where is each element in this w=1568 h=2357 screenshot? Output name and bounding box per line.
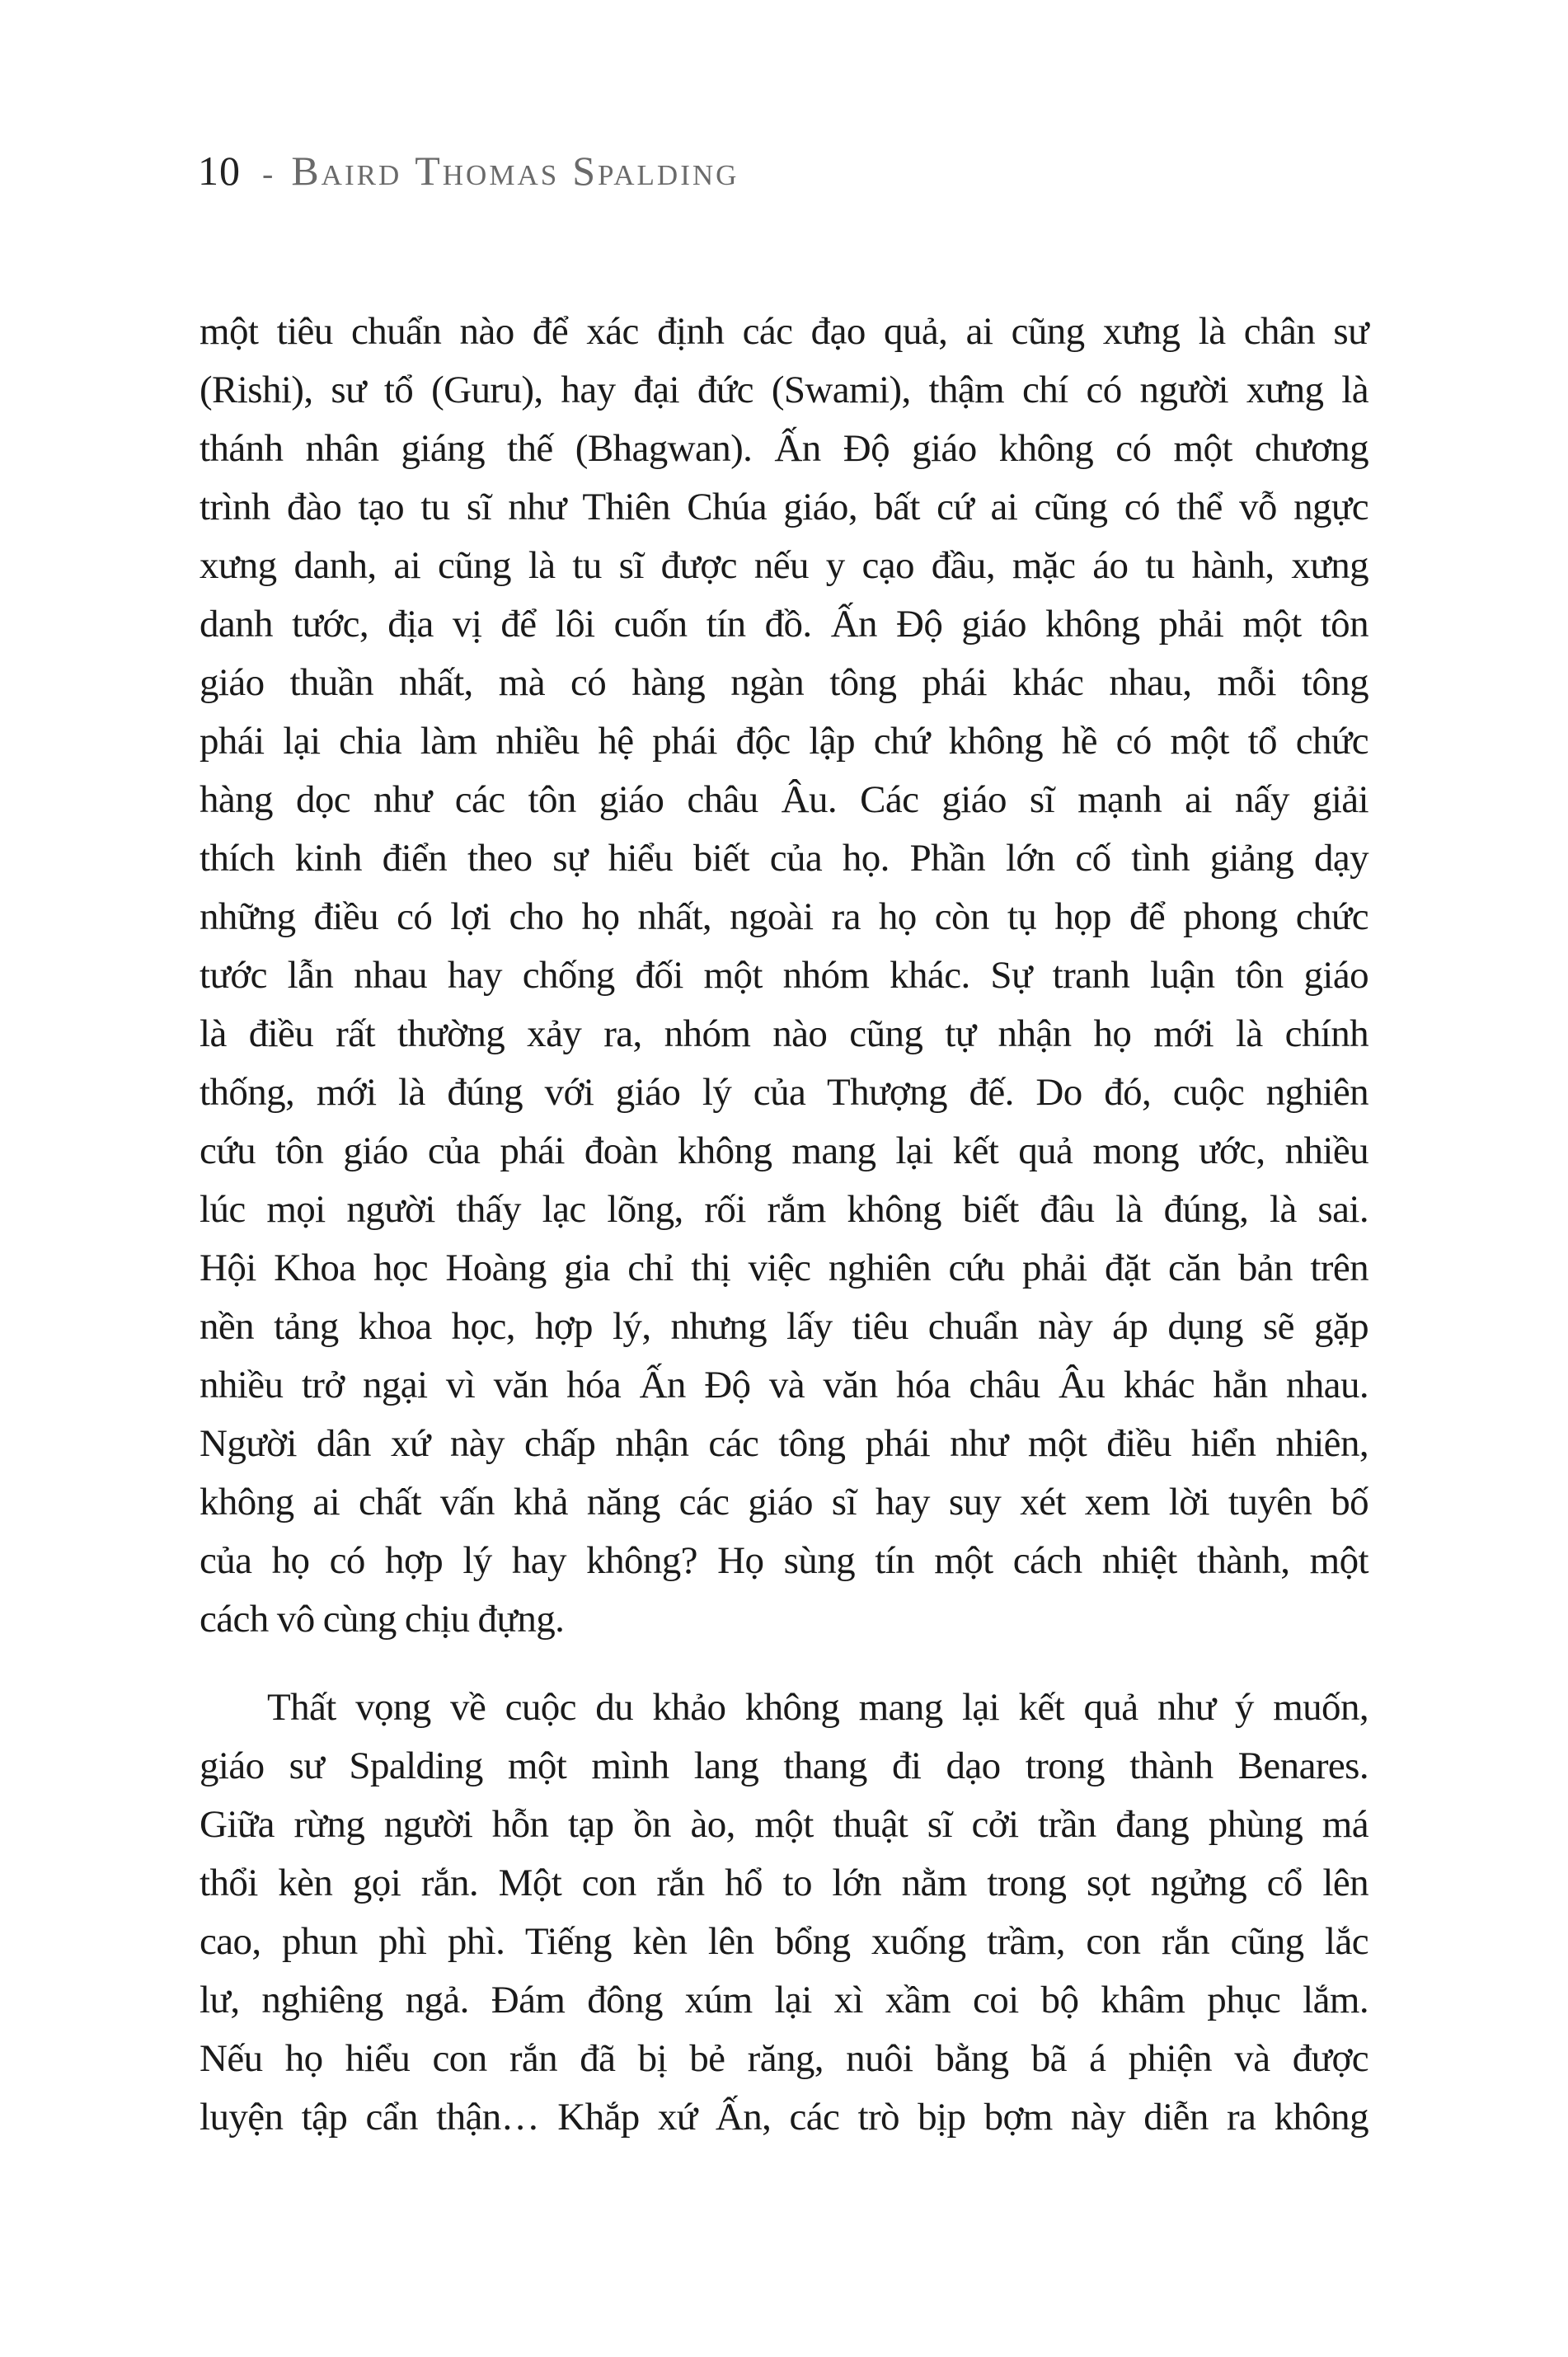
text-line: danh tước, địa vị để lôi cuốn tín đồ. Ấn Độ giáo không phải một tôn (200, 603, 1368, 646)
text-line: giáo thuần nhất, mà có hàng ngàn tông phái khác nhau, mỗi tông (200, 661, 1368, 704)
text-line: là điều rất thường xảy ra, nhóm nào cũng tự nhận họ mới là chính (200, 1012, 1368, 1055)
author-middle-name: Thomas (415, 148, 560, 194)
text-line: Người dân xứ này chấp nhận các tông phái như một điều hiển nhiên, (200, 1422, 1368, 1465)
text-line: những điều có lợi cho họ nhất, ngoài ra họ còn tụ họp để phong chức (200, 895, 1368, 938)
text-line: thích kinh điển theo sự hiểu biết của họ. Phần lớn cố tình giảng dạy (200, 837, 1368, 880)
text-line: cách vô cùng chịu đựng. (200, 1598, 565, 1641)
text-line: một tiêu chuẩn nào để xác định các đạo quả, ai cũng xưng là chân sư (200, 310, 1368, 353)
running-header (198, 147, 752, 196)
text-line: cứu tôn giáo của phái đoàn không mang lại kết quả mong ước, nhiều (200, 1129, 1368, 1172)
text-line: luyện tập cẩn thận… Khắp xứ Ấn, các trò bịp bợm này diễn ra không (200, 2096, 1368, 2139)
author-last-name: Spalding (572, 148, 739, 194)
text-line: nền tảng khoa học, hợp lý, nhưng lấy tiêu chuẩn này áp dụng sẽ gặp (200, 1305, 1368, 1348)
text-line: thổi kèn gọi rắn. Một con rắn hổ to lớn nằm trong sọt ngửng cổ lên (200, 1862, 1368, 1904)
text-line: (Rishi), sư tổ (Guru), hay đại đức (Swami), thậm chí có người xưng là (200, 369, 1368, 411)
author-running-head (291, 147, 752, 195)
text-line: trình đào tạo tu sĩ như Thiên Chúa giáo, bất cứ ai cũng có thể vỗ ngực (200, 486, 1368, 528)
text-line: lúc mọi người thấy lạc lõng, rối rắm không biết đâu là đúng, là sai. (200, 1188, 1368, 1231)
text-line: xưng danh, ai cũng là tu sĩ được nếu y cạo đầu, mặc áo tu hành, xưng (200, 544, 1368, 587)
text-line: Hội Khoa học Hoàng gia chỉ thị việc nghiên cứu phải đặt căn bản trên (200, 1247, 1368, 1289)
text-line: Nếu họ hiểu con rắn đã bị bẻ răng, nuôi bằng bã á phiện và được (200, 2037, 1368, 2080)
text-line: tước lẫn nhau hay chống đối một nhóm khác. Sự tranh luận tôn giáo (200, 954, 1368, 997)
header-separator: - (262, 155, 274, 192)
author-first-name: Baird (291, 148, 402, 194)
text-line: nhiều trở ngại vì văn hóa Ấn Độ và văn hóa châu Âu khác hẳn nhau. (200, 1364, 1368, 1406)
text-line: phái lại chia làm nhiều hệ phái độc lập chứ không hề có một tổ chức (200, 720, 1368, 763)
text-line: Thất vọng về cuộc du khảo không mang lại kết quả như ý muốn, (267, 1686, 1368, 1729)
text-line: thống, mới là đúng với giáo lý của Thượng đế. Do đó, cuộc nghiên (200, 1071, 1368, 1114)
text-line: Giữa rừng người hỗn tạp ồn ào, một thuật sĩ cởi trần đang phùng má (200, 1803, 1368, 1846)
text-line: lư, nghiêng ngả. Đám đông xúm lại xì xầm coi bộ khâm phục lắm. (200, 1979, 1368, 2021)
text-line: không ai chất vấn khả năng các giáo sĩ hay suy xét xem lời tuyên bố (200, 1481, 1368, 1524)
text-line: giáo sư Spalding một mình lang thang đi dạo trong thành Benares. (200, 1744, 1368, 1787)
text-line: hàng dọc như các tôn giáo châu Âu. Các giáo sĩ mạnh ai nấy giải (200, 778, 1368, 821)
text-line: thánh nhân giáng thế (Bhagwan). Ấn Độ giáo không có một chương (200, 427, 1368, 470)
text-line: cao, phun phì phì. Tiếng kèn lên bổng xuống trầm, con rắn cũng lắc (200, 1920, 1368, 1963)
text-line: của họ có hợp lý hay không? Họ sùng tín một cách nhiệt thành, một (200, 1539, 1368, 1582)
page-number: 10 (198, 148, 241, 194)
